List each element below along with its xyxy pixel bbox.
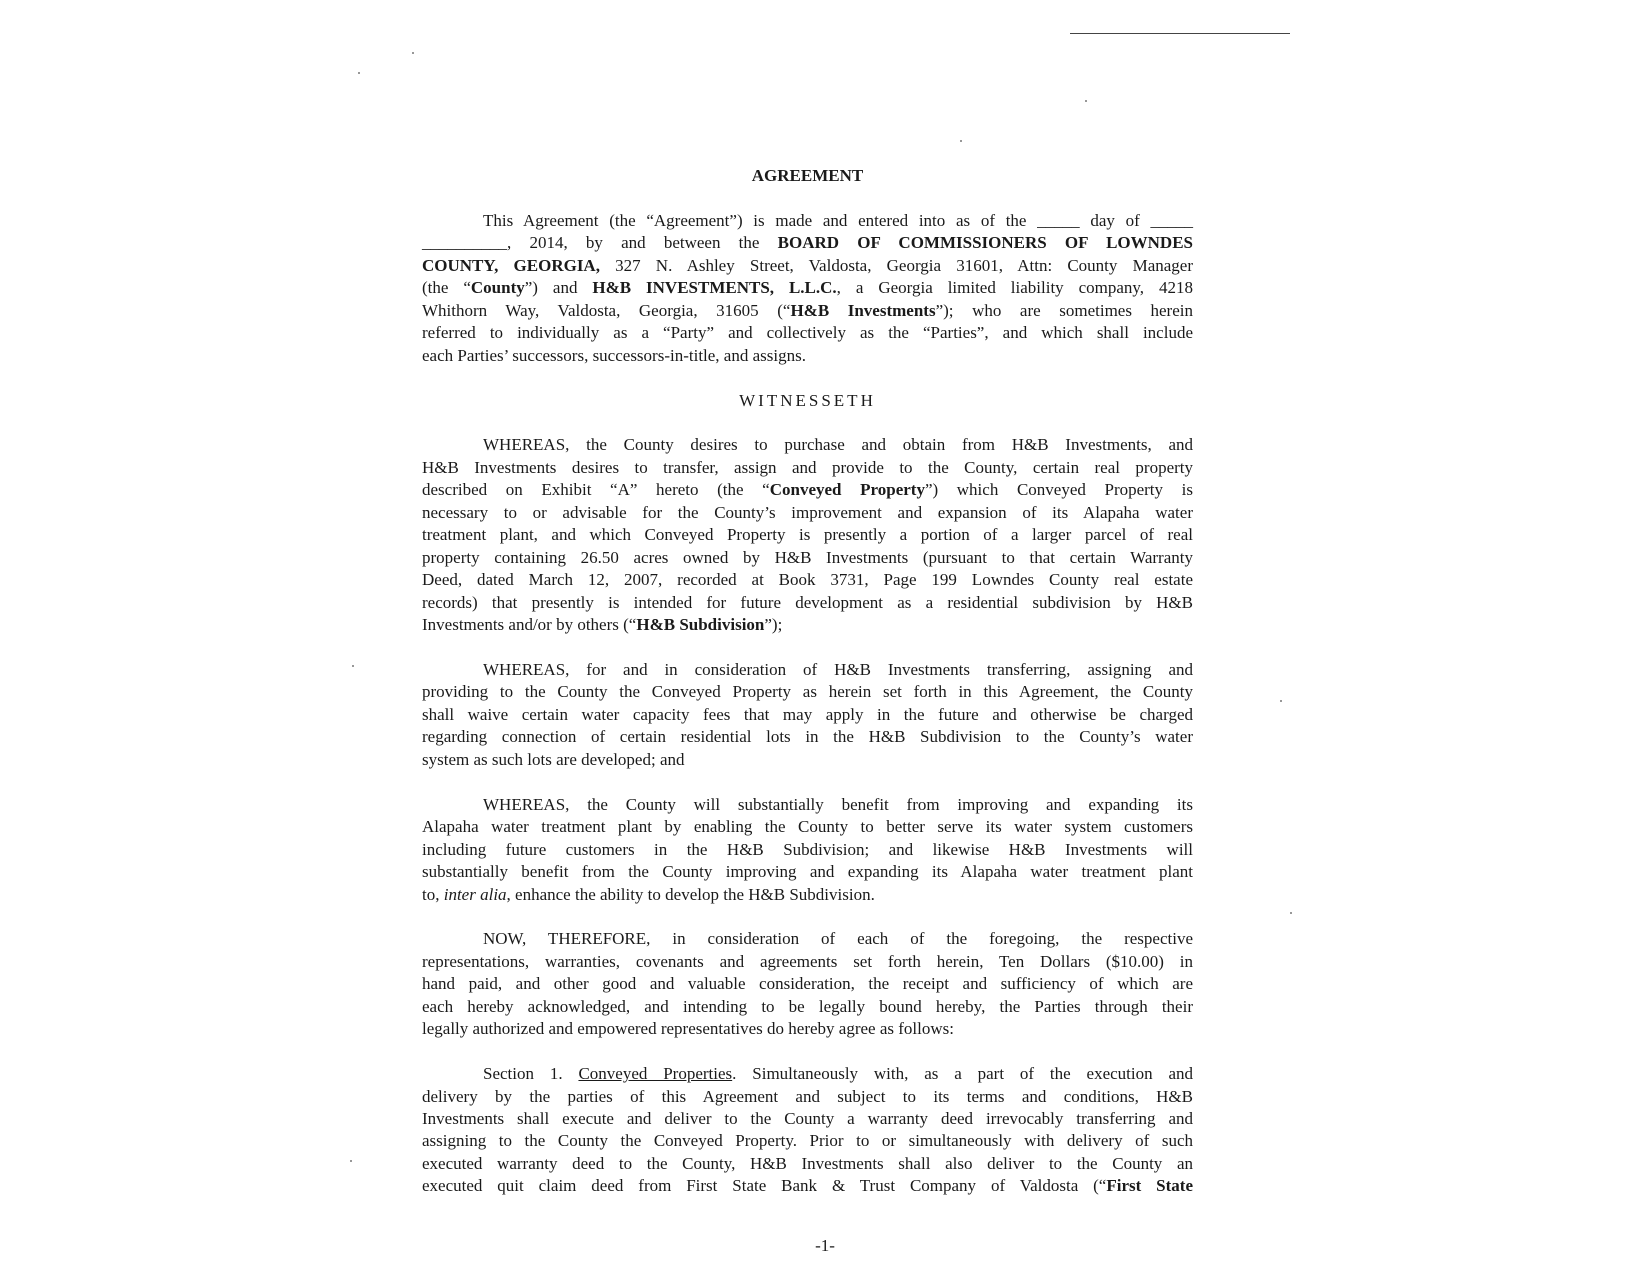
text-line (422, 681, 1193, 703)
text-line (422, 704, 1193, 726)
text-line (422, 277, 1193, 299)
text-run: COUNTY, GEORGIA, (422, 255, 600, 275)
text-run: including future customers in the H&B Subdivision; and likewise H&B Investments will (422, 839, 1193, 859)
spacer (422, 412, 1193, 434)
text-line (422, 861, 1193, 883)
text-run: This Agreement (the “Agreement”) is made and entered into as of the _____ day of _____ (483, 210, 1193, 230)
text-run: County (470, 278, 525, 298)
text-run: substantially benefit from the County improving and expanding its Alapaha water treatment plant (422, 862, 1193, 882)
text-run: described on Exhibit “A” hereto (the “ (422, 480, 770, 500)
text-line (422, 547, 1193, 569)
top-rule (1070, 33, 1290, 34)
spacer (422, 1041, 1193, 1063)
text-line (422, 1108, 1193, 1130)
text-line (422, 322, 1193, 344)
text-run: H&B Investments desires to transfer, assign and provide to the County, certain real property (422, 457, 1193, 477)
text-run: WHEREAS, for and in consideration of H&B Investments transferring, assigning and (483, 659, 1193, 679)
scan-speck (1085, 100, 1087, 102)
spacer (422, 637, 1193, 659)
text-run: executed quit claim deed from First State Bank & Trust Company of Valdosta (“ (422, 1176, 1107, 1196)
text-run: shall waive certain water capacity fees that may apply in the future and otherwise be charged (422, 704, 1193, 724)
text-run: , enhance the ability to develop the H&B Subdivision. (506, 884, 875, 904)
text-run: Section 1. (483, 1064, 579, 1084)
document-title: AGREEMENT (751, 166, 864, 185)
text-line (422, 479, 1193, 501)
text-run: H&B INVESTMENTS, L.L.C. (592, 278, 837, 298)
scan-speck (1280, 700, 1282, 702)
text-run: records) that presently is intended for future development as a residential subdivision by H&B (422, 592, 1193, 612)
spacer (422, 771, 1193, 793)
text-line (422, 749, 1193, 771)
text-run: ”) and (524, 278, 593, 298)
scan-speck (960, 140, 962, 142)
text-run: referred to individually as a “Party” and collectively as the “Parties”, and which shall include (422, 323, 1193, 343)
spacer (422, 187, 1193, 209)
spacer (422, 367, 1193, 389)
text-run: delivery by the parties of this Agreement and subject to its terms and conditions, H&B (422, 1086, 1193, 1106)
paragraph-now-therefore (422, 928, 1193, 1040)
text-line (422, 434, 1193, 456)
text-line (422, 973, 1193, 995)
text-run: regarding connection of certain residential lots in the H&B Subdivision to the County’s water (422, 727, 1193, 747)
text-line (422, 345, 1193, 367)
paragraph-preamble (422, 210, 1193, 367)
text-run: necessary to or advisable for the County’s improvement and expansion of its Alapaha water (422, 502, 1193, 522)
text-run: NOW, THEREFORE, in consideration of each of the foregoing, the respective (483, 929, 1193, 949)
text-run: WHEREAS, the County will substantially benefit from improving and expanding its (483, 794, 1193, 814)
text-run: Conveyed Property (769, 480, 925, 500)
text-line (422, 1175, 1193, 1197)
text-run: Whithorn Way, Valdosta, Georgia, 31605 (“ (422, 300, 791, 320)
text-run: H&B Investments (790, 300, 936, 320)
text-line (422, 928, 1193, 950)
page-number: -1- (815, 1236, 835, 1255)
text-line (422, 569, 1193, 591)
text-line (422, 232, 1193, 254)
text-run: Deed, dated March 12, 2007, recorded at Book 3731, Page 199 Lowndes County real estate (422, 570, 1193, 590)
text-run: each Parties’ successors, successors-in-title, and assigns. (422, 345, 806, 365)
text-line (422, 1063, 1193, 1085)
scan-speck (358, 72, 360, 74)
witnesseth-heading: WITNESSETH (739, 390, 876, 410)
text-run: H&B Subdivision (636, 615, 765, 635)
text-run: ”); (764, 615, 783, 635)
text-line (422, 502, 1193, 524)
text-line (422, 839, 1193, 861)
paragraph-section-1 (422, 1063, 1193, 1198)
text-run: legally authorized and empowered representatives do hereby agree as follows: (422, 1019, 954, 1039)
text-run: property containing 26.50 acres owned by H&B Investments (pursuant to that certain Warranty (422, 547, 1193, 567)
text-line (422, 1086, 1193, 1108)
text-run: (the “ (422, 278, 471, 298)
text-run: hand paid, and other good and valuable consideration, the receipt and sufficiency of which are (422, 974, 1193, 994)
text-line (422, 614, 1193, 636)
paragraph-whereas-1 (422, 434, 1193, 636)
paragraph-whereas-2 (422, 659, 1193, 771)
text-line (422, 255, 1193, 277)
text-run: inter alia (443, 884, 507, 904)
text-line (422, 951, 1193, 973)
text-run: . Simultaneously with, as a part of the execution and (732, 1064, 1194, 1084)
text-run: ”) which Conveyed Property is (924, 480, 1193, 500)
paragraph-whereas-3 (422, 794, 1193, 906)
text-line (422, 996, 1193, 1018)
scan-speck (352, 665, 354, 667)
text-run: , a Georgia limited liability company, 4218 (836, 278, 1193, 298)
text-run: First State (1106, 1176, 1193, 1196)
text-run: __________, 2014, by and between the (422, 233, 778, 253)
section-heading: Conveyed Properties (578, 1064, 733, 1084)
text-run: Alapaha water treatment plant by enabling the County to better serve its water system customers (422, 817, 1193, 837)
document-page (422, 165, 1193, 1198)
text-line (422, 884, 1193, 906)
text-run: Investments shall execute and deliver to the County a warranty deed irrevocably transferring and (422, 1109, 1193, 1129)
text-run: providing to the County the Conveyed Property as herein set forth in this Agreement, the County (422, 682, 1193, 702)
text-line (422, 1018, 1193, 1040)
text-run: representations, warranties, covenants and agreements set forth herein, Ten Dollars ($10.00) in (422, 951, 1193, 971)
text-line (422, 794, 1193, 816)
text-line (422, 659, 1193, 681)
text-run: treatment plant, and which Conveyed Property is presently a portion of a larger parcel of real (422, 525, 1193, 545)
text-line (422, 592, 1193, 614)
spacer (422, 906, 1193, 928)
text-run: ”); who are sometimes herein (935, 300, 1193, 320)
text-line (422, 300, 1193, 322)
text-run: 327 N. Ashley Street, Valdosta, Georgia 31601, Attn: County Manager (599, 255, 1193, 275)
text-line (422, 1130, 1193, 1152)
text-run: to, (422, 884, 444, 904)
text-run: executed warranty deed to the County, H&B Investments shall also deliver to the County an (422, 1153, 1193, 1173)
text-line (422, 457, 1193, 479)
text-run: assigning to the County the Conveyed Property. Prior to or simultaneously with delivery of such (422, 1131, 1193, 1151)
text-run: BOARD OF COMMISSIONERS OF LOWNDES (777, 233, 1194, 253)
text-run: each hereby acknowledged, and intending to be legally bound hereby, the Parties through their (422, 996, 1193, 1016)
scan-speck (1290, 912, 1292, 914)
text-line (422, 524, 1193, 546)
scan-speck (350, 1160, 352, 1162)
text-line (422, 210, 1193, 232)
text-run: Investments and/or by others (“ (422, 615, 637, 635)
scan-speck (412, 52, 414, 54)
text-line (422, 816, 1193, 838)
text-run: WHEREAS, the County desires to purchase and obtain from H&B Investments, and (483, 435, 1193, 455)
text-run: system as such lots are developed; and (422, 749, 685, 769)
text-line (422, 1153, 1193, 1175)
text-line (422, 726, 1193, 748)
